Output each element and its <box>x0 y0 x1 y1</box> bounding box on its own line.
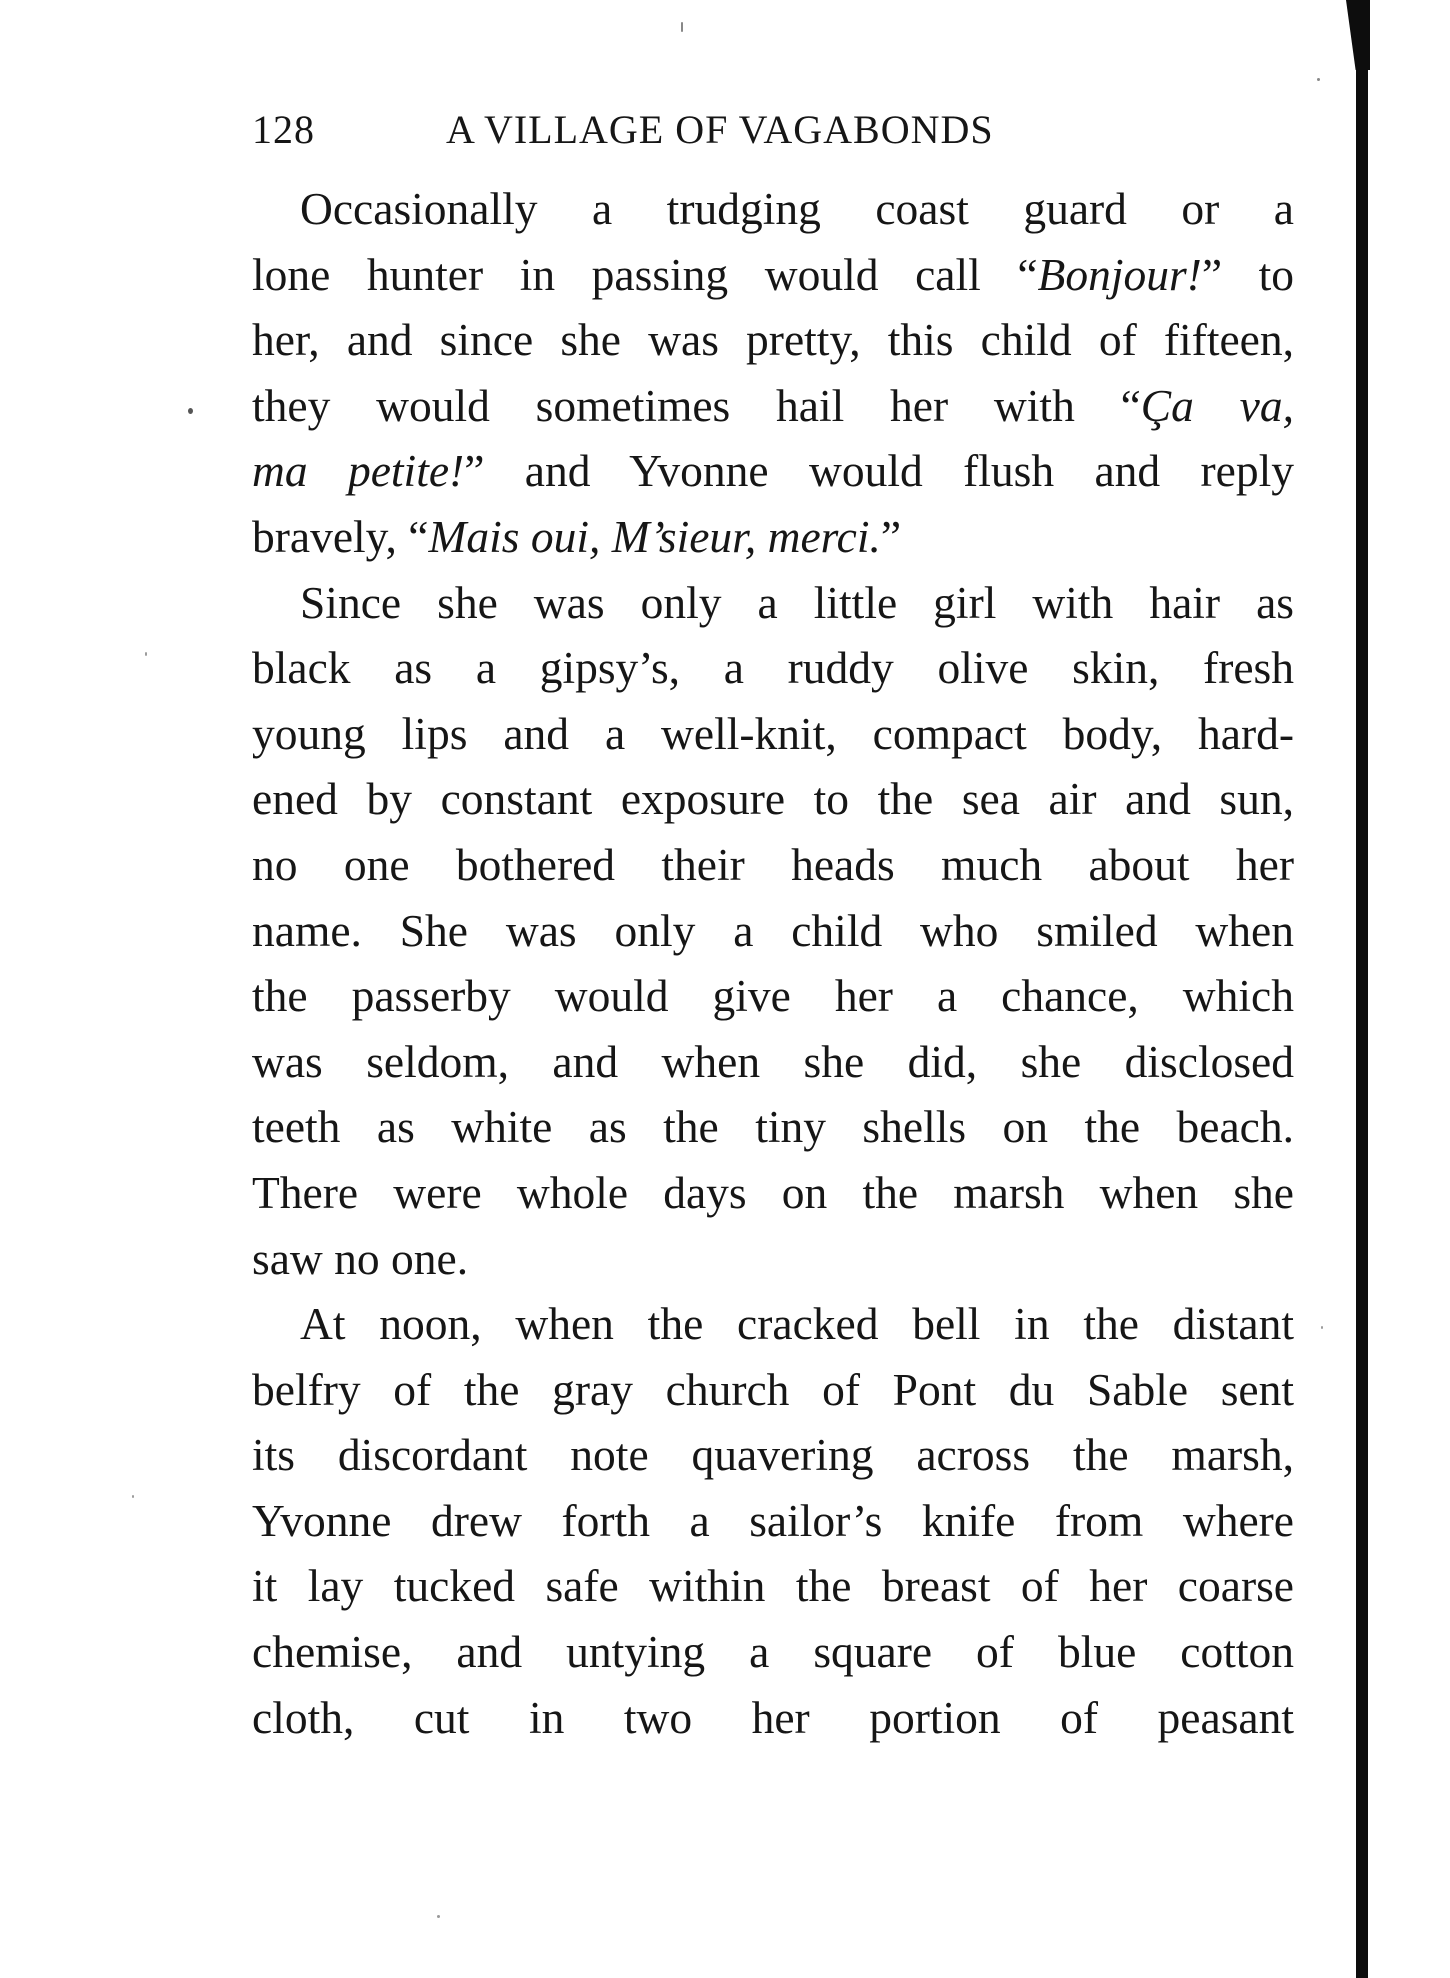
margin-speck <box>132 1495 134 1498</box>
page-number: 128 <box>252 107 315 152</box>
binding-shadow <box>1356 0 1368 1978</box>
text-line: bravely, “Mais oui, M’sieur, merci.” <box>252 510 902 562</box>
text-line: no one bothered their heads much about her <box>252 838 1294 890</box>
text-line: At noon, when the cracked bell in the distant <box>300 1298 1294 1350</box>
text-line: There were whole days on the marsh when she <box>252 1166 1294 1218</box>
text-line: cloth, cut in two her portion of peasant <box>252 1691 1294 1743</box>
margin-speck <box>681 22 683 32</box>
text-line: lone hunter in passing would call “Bonjour!” to <box>252 248 1294 300</box>
text-line: the passerby would give her a chance, which <box>252 970 1294 1022</box>
text-line: Since she was only a little girl with hair as <box>300 576 1294 628</box>
text-line: it lay tucked safe within the breast of her coarse <box>252 1560 1294 1612</box>
text-line: they would sometimes hail her with “Ça va, <box>252 379 1294 431</box>
text-line: young lips and a well-knit, compact body, hard- <box>252 707 1294 759</box>
margin-speck <box>1317 78 1320 81</box>
margin-speck <box>437 1915 440 1918</box>
text-line: name. She was only a child who smiled when <box>252 904 1294 956</box>
margin-speck <box>145 652 147 656</box>
text-line: her, and since she was pretty, this child of fifteen, <box>252 314 1294 366</box>
text-line: its discordant note quavering across the marsh, <box>252 1429 1294 1481</box>
text-line: ma petite!” and Yvonne would flush and reply <box>252 445 1294 497</box>
margin-speck <box>1321 1326 1323 1329</box>
text-line: teeth as white as the tiny shells on the beach. <box>252 1101 1294 1153</box>
text-line: black as a gipsy’s, a ruddy olive skin, fresh <box>252 642 1294 694</box>
running-title: A VILLAGE OF VAGABONDS <box>446 107 994 152</box>
text-line: Occasionally a trudging coast guard or a <box>300 183 1294 234</box>
text-line: saw no one. <box>252 1232 469 1284</box>
text-line: was seldom, and when she did, she disclosed <box>252 1035 1294 1087</box>
text-line: chemise, and untying a square of blue cotton <box>252 1626 1294 1678</box>
running-head <box>252 106 1092 166</box>
body-text <box>252 176 1294 1750</box>
text-line: belfry of the gray church of Pont du Sable sent <box>252 1363 1294 1415</box>
text-line: ened by constant exposure to the sea air and sun, <box>252 773 1294 825</box>
margin-speck <box>188 408 193 414</box>
text-line: Yvonne drew forth a sailor’s knife from where <box>252 1494 1294 1546</box>
